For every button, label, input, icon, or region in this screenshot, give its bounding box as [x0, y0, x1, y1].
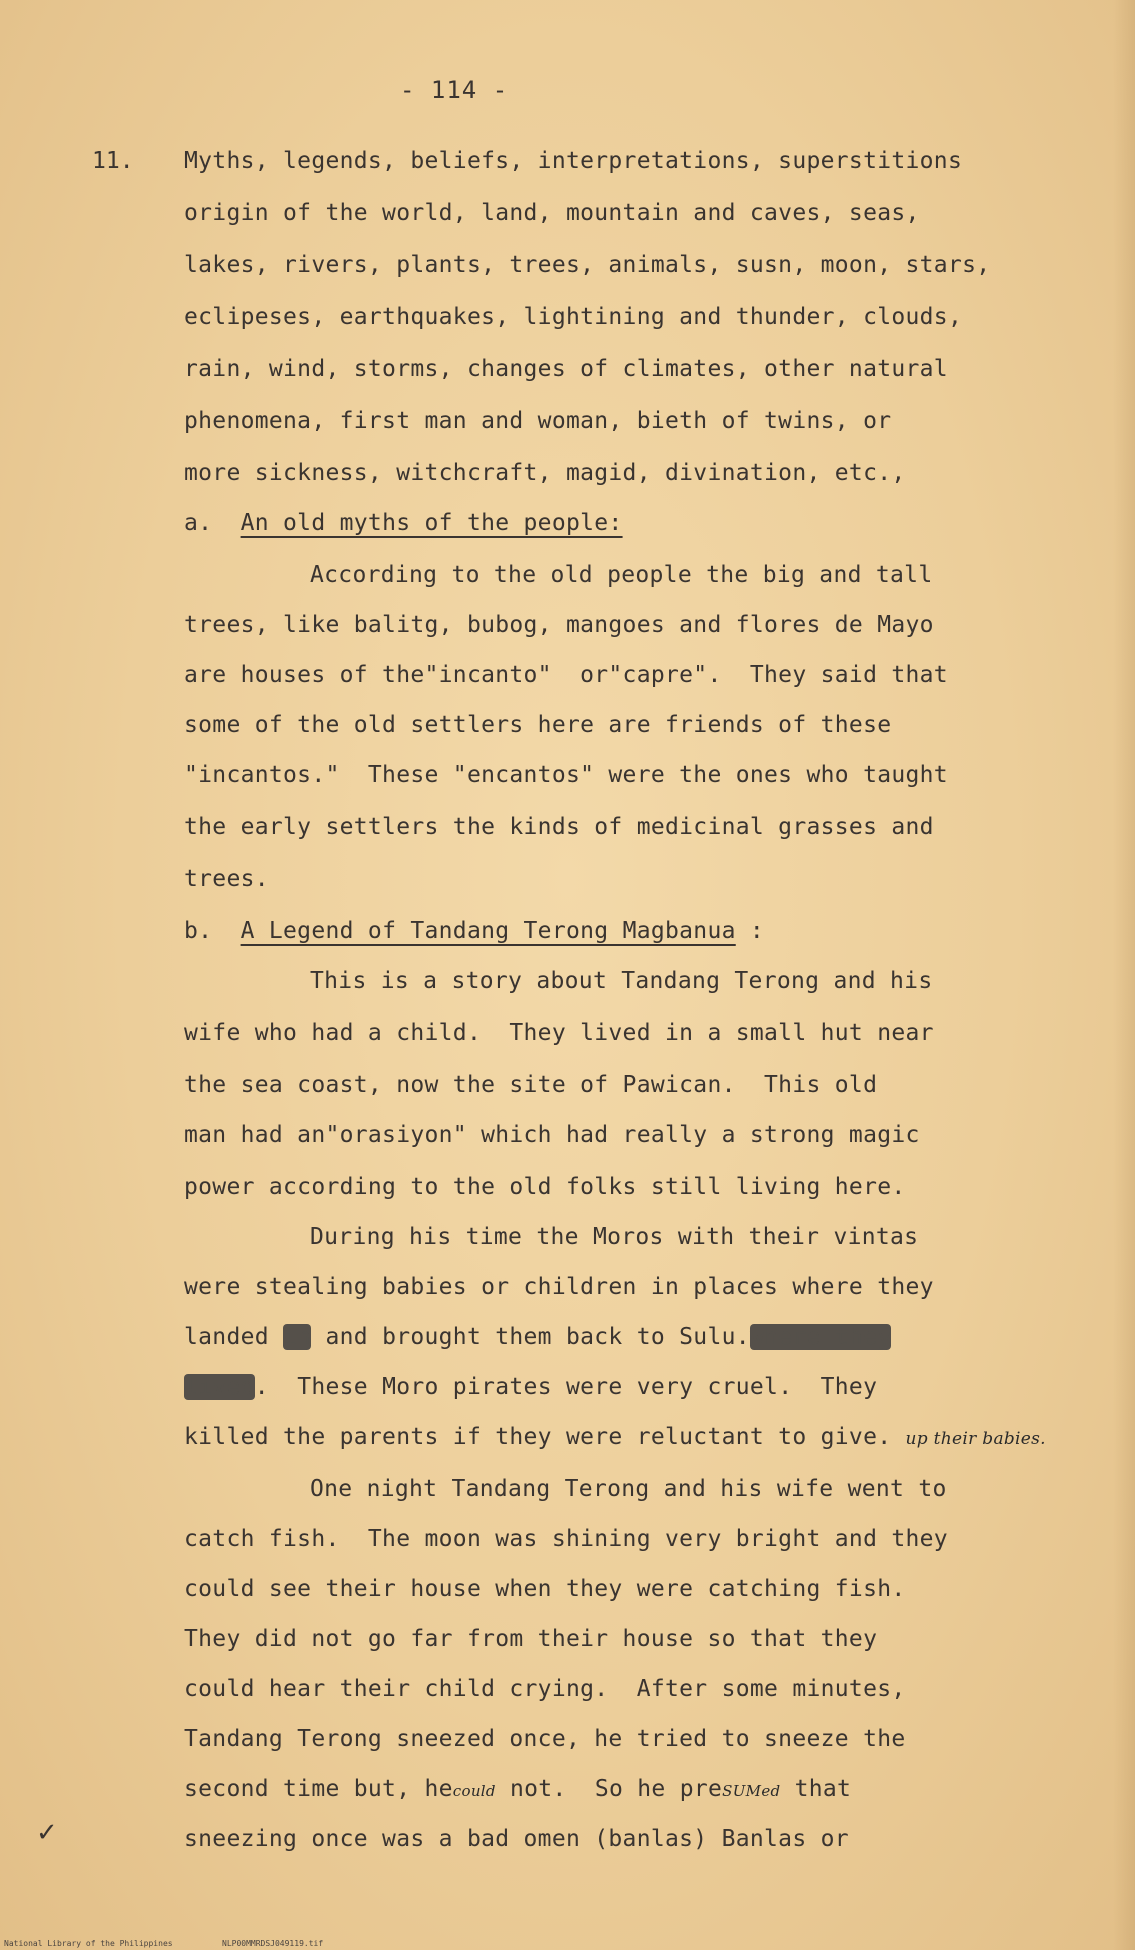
- page-edge-stain: [1113, 0, 1135, 1950]
- margin-check-mark: ✓: [36, 1818, 58, 1848]
- paragraph-b3-line: could hear their child crying. After some minutes,: [184, 1676, 906, 1702]
- paragraph-b1-line: wife who had a child. They lived in a small hut near: [184, 1020, 934, 1046]
- section-line: eclipeses, earthquakes, lightining and thunder, clouds,: [184, 304, 963, 330]
- subheading-b: [184, 918, 764, 944]
- subheading-b-colon: :: [749, 918, 765, 944]
- paragraph-b1-line: the sea coast, now the site of Pawican. This old: [184, 1072, 878, 1098]
- footer-file-name: NLP00MMRDSJ049119.tif: [222, 1939, 324, 1948]
- section-line: phenomena, first man and woman, bieth of twins, or: [184, 408, 892, 434]
- handwritten-annotation: up their babies.: [905, 1429, 1046, 1449]
- paragraph-a-line: are houses of the"incanto" or"capre". They said that: [184, 662, 948, 688]
- section-number: 11.: [92, 148, 134, 174]
- paragraph-b3-line: They did not go far from their house so that they: [184, 1626, 878, 1652]
- subheading-b-label: b.: [184, 918, 213, 944]
- paragraph-b3-line: One night Tandang Terong and his wife went to: [310, 1476, 947, 1502]
- page-number: - 114 -: [400, 76, 509, 104]
- text-fragment: . These Moro pirates were very cruel. They: [254, 1374, 878, 1400]
- text-fragment: and brought them back to Sulu.: [311, 1324, 750, 1350]
- paragraph-b3-line: [184, 1776, 851, 1802]
- struck-text: where they: [749, 1324, 892, 1350]
- footer-library-label: National Library of the Philippines: [4, 1939, 173, 1948]
- paragraph-b2-line: [184, 1424, 1046, 1450]
- handwritten-correction: could: [452, 1782, 496, 1800]
- subheading-a-title: An old myths of the people:: [240, 510, 623, 536]
- text-fragment: that: [780, 1776, 852, 1802]
- handwritten-correction: SUMed: [722, 1782, 781, 1800]
- section-line: lakes, rivers, plants, trees, animals, susn, moon, stars,: [184, 252, 991, 278]
- section-line: rain, wind, storms, changes of climates, other natural: [184, 356, 948, 382]
- paragraph-b3-line: catch fish. The moon was shining very bright and they: [184, 1526, 948, 1552]
- text-fragment: landed: [184, 1324, 284, 1350]
- paragraph-b1-line: man had an"orasiyon" which had really a strong magic: [184, 1122, 920, 1148]
- paragraph-b3-line: sneezing once was a bad omen (banlas) Banlas or: [184, 1826, 849, 1852]
- paragraph-a-line: the early settlers the kinds of medicinal grasses and: [184, 814, 934, 840]
- section-line: Myths, legends, beliefs, interpretations, superstitions: [184, 148, 963, 174]
- struck-text: lived: [184, 1374, 255, 1400]
- text-fragment: killed the parents if they were reluctant to give.: [184, 1424, 892, 1450]
- subheading-b-title: A Legend of Tandang Terong Magbanua: [240, 918, 736, 944]
- paragraph-b1-line: This is a story about Tandang Terong and his: [310, 968, 933, 994]
- subheading-a: [184, 510, 623, 536]
- text-fragment: second time but, he: [184, 1776, 453, 1802]
- paragraph-a-line: trees.: [184, 866, 269, 892]
- struck-text: in: [283, 1324, 312, 1350]
- paragraph-b2-line: [184, 1324, 891, 1350]
- paragraph-b2-line: During his time the Moros with their vintas: [310, 1224, 919, 1250]
- paragraph-a-line: According to the old people the big and tall: [310, 562, 933, 588]
- paragraph-b3-line: could see their house when they were catching fish.: [184, 1576, 906, 1602]
- section-line: more sickness, witchcraft, magid, divination, etc.,: [184, 460, 906, 486]
- paragraph-b2-line: were stealing babies or children in places where they: [184, 1274, 934, 1300]
- paragraph-a-line: "incantos." These "encantos" were the ones who taught: [184, 762, 948, 788]
- paragraph-a-line: some of the old settlers here are friends of these: [184, 712, 892, 738]
- paragraph-b2-line: [184, 1374, 877, 1400]
- paragraph-a-line: trees, like balitg, bubog, mangoes and flores de Mayo: [184, 612, 934, 638]
- section-line: origin of the world, land, mountain and caves, seas,: [184, 200, 920, 226]
- text-fragment: not. So he pre: [495, 1776, 723, 1802]
- paragraph-b1-line: power according to the old folks still living here.: [184, 1174, 906, 1200]
- subheading-a-label: a.: [184, 510, 213, 536]
- paragraph-b3-line: Tandang Terong sneezed once, he tried to sneeze the: [184, 1726, 906, 1752]
